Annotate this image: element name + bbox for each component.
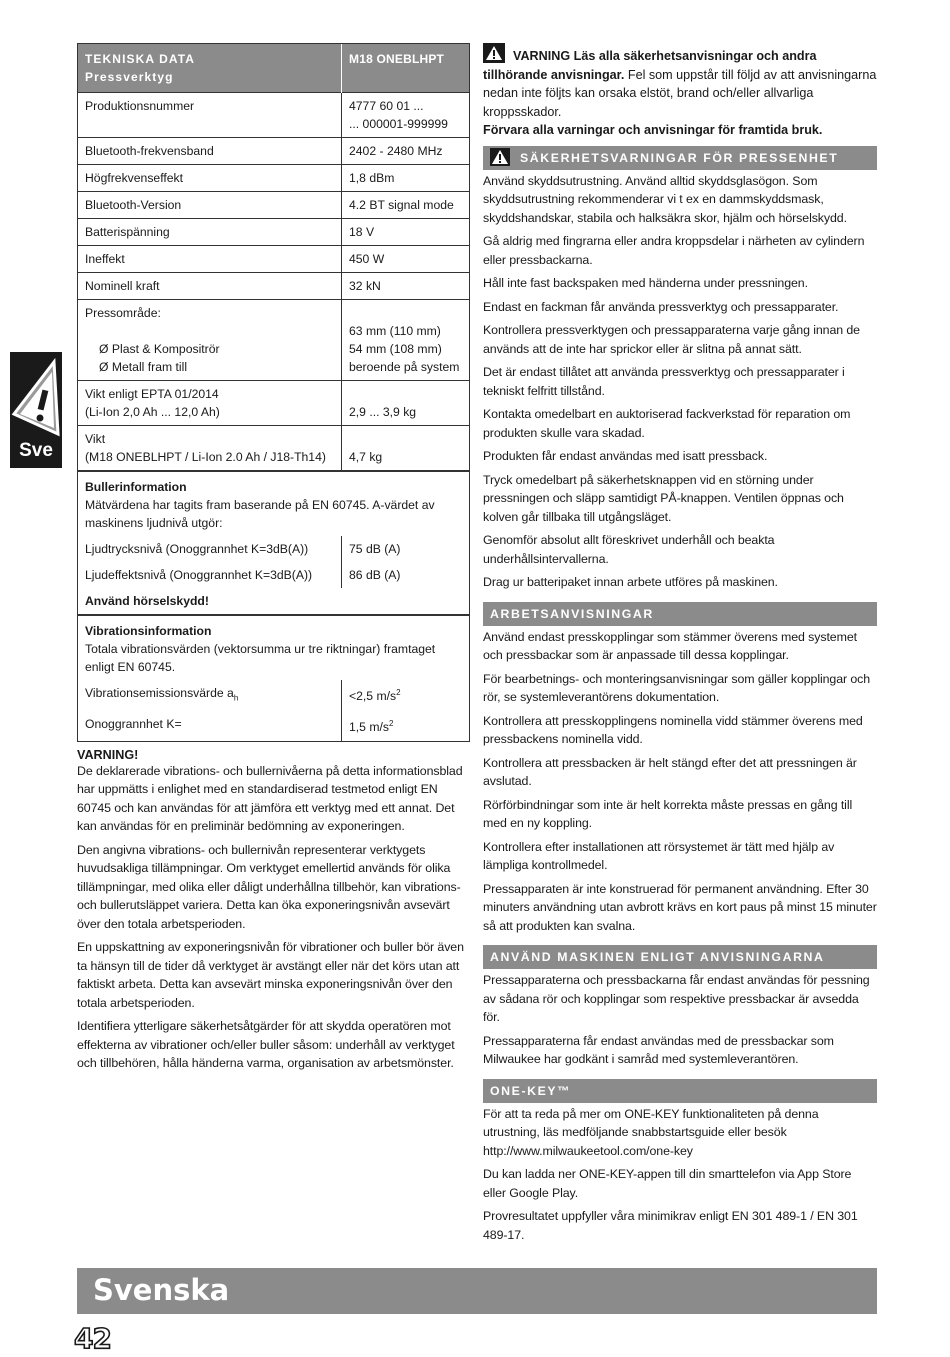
page-number: 42	[74, 1322, 111, 1355]
uncertainty-unit-sup: 2	[388, 719, 394, 729]
noise-text: Mätvärdena har tagits fram baserande på EN 60745. A-värdet av maskinens ljudnivå utgör:	[85, 498, 435, 530]
table-row	[78, 273, 470, 300]
weight-epta-value: 2,9 ... 3,9 kg	[349, 405, 417, 419]
table-header-title	[78, 44, 342, 93]
safety-paragraph: Gå aldrig med fingrarna eller andra kroppsdelar i närheten av cylindern eller pressbackarna.	[483, 234, 865, 267]
row-value: 86 dB (A)	[342, 562, 470, 588]
vibration-emission-unit-sup: 2	[396, 688, 401, 697]
row-label: Ineffekt	[78, 246, 342, 273]
section-heading-work: ARBETSANVISNINGAR	[483, 602, 877, 626]
use-paragraph: Pressapparaterna får endast användas med de pressbackar som Milwaukee har godkänt i samråd med systemleverantören.	[483, 1033, 834, 1066]
left-paragraph: De deklarerade vibrations- och bullernivåerna på detta informationsblad har uppmätts i enlighet med en standardiserad testmetod enligt EN 60745 och kan användas för att jämföra ett verktyg med ett annat. Det kan användas för en preliminär bedömning av exponeringen.	[77, 763, 463, 833]
vibration-title: Vibrationsinformation	[85, 624, 212, 638]
header-press-tool: Pressverktyg	[85, 70, 174, 84]
row-label: Bluetooth-Version	[78, 192, 342, 219]
use-paragraph: Pressapparaterna och pressbackarna får endast användas för pessning av sådana rör och kopplingar som respektive pressbackar är avsedda för.	[483, 973, 870, 1024]
right-column	[483, 43, 877, 1249]
row-label: Nominell kraft	[78, 273, 342, 300]
row-value: 4.2 BT signal mode	[342, 192, 470, 219]
technical-data-table	[77, 43, 470, 742]
safety-paragraph: Produkten får endast användas med isatt pressback.	[483, 449, 768, 463]
table-row	[78, 138, 470, 165]
table-row	[78, 93, 470, 138]
warning-triangle-icon	[483, 43, 505, 63]
section-heading-safety	[483, 146, 877, 170]
safety-paragraph: Kontrollera pressverktygen och pressapparaterna varje gång innan de används att de inte har sprickor eller är slitna på annat sätt.	[483, 323, 860, 356]
press-range-value: 54 mm (108 mm)	[349, 342, 442, 356]
safety-heading-text: SÄKERHETSVARNINGAR FÖR PRESSENHET	[520, 150, 839, 165]
row-value: 75 dB (A)	[342, 536, 470, 562]
table-row	[78, 680, 470, 711]
press-range-label: Pressområde:	[85, 306, 161, 320]
row-value: 1,8 dBm	[342, 165, 470, 192]
table-row	[78, 381, 470, 426]
left-paragraph: Identifiera ytterligare säkerhetsåtgärder för att skydda operatören mot effekterna av vibrationer och/eller buller såsom: underhåll av verktyget och tillbehören, hålla händerna varma, organisation av arbetsmönster.	[77, 1019, 455, 1070]
row-value: 32 kN	[342, 273, 470, 300]
table-row	[78, 165, 470, 192]
row-label	[78, 300, 342, 381]
row-value	[342, 381, 470, 426]
general-warning	[483, 43, 877, 121]
header-tech-data: TEKNISKA DATA	[85, 52, 196, 66]
row-label: Bluetooth-frekvensband	[78, 138, 342, 165]
vibration-emission-sub: h	[233, 693, 239, 703]
weight-epta-sublabel: (Li-Ion 2,0 Ah ... 12,0 Ah)	[85, 405, 220, 419]
work-paragraph: Rörförbindningar som inte är helt korrekta måste pressas en gång till med en ny koppling.	[483, 797, 853, 830]
left-warning-title: VARNING!	[77, 747, 139, 762]
uncertainty-value: 1,5 m/s	[349, 720, 389, 735]
safety-paragraph: Använd skyddsutrustning. Använd alltid skyddsglasögon. Som skyddsutrustning rekommenderar vi t ex en dammskyddsmask, skyddshandskar, stabila och halksäkra skor, hjälm och hörselskydd.	[483, 173, 847, 225]
row-label: Onoggrannhet K=	[85, 717, 182, 732]
left-paragraph: Den angivna vibrations- och bullernivån representerar verktygets huvudsakliga tillämpningar. Om verktyget emellertid används för olika tillämpningar, med olika eller dåligt underhållna tillbehör, kan vibrations- och bullerutsläppet variera. Detta kan öka exponeringsnivån avsevärt över den totala arbetsperioden.	[77, 842, 461, 931]
row-value	[342, 426, 470, 472]
press-range-value: beroende på system	[349, 360, 460, 374]
weight-label: Vikt	[85, 432, 106, 446]
row-label: Produktionsnummer	[78, 93, 342, 138]
vibration-info	[78, 615, 470, 680]
weight-value: 4,7 kg	[349, 450, 383, 464]
hearing-protection-row	[78, 588, 470, 615]
noise-info-row	[78, 471, 470, 536]
warning-bold-text: VARNING Läs alla säkerhetsanvisningar och andra tillhörande anvisningar.	[483, 49, 817, 82]
row-label	[78, 680, 342, 711]
keep-instructions: Förvara alla varningar och anvisningar för framtida bruk.	[483, 123, 823, 137]
onekey-paragraph: Provresultatet uppfyller våra minimikrav enligt EN 301 489-1 / EN 301 489-17.	[483, 1209, 858, 1242]
safety-paragraph: Endast en fackman får använda pressverktyg och pressapparater.	[483, 299, 839, 314]
left-column	[77, 43, 470, 1078]
row-value-line: ... 000001-999999	[349, 117, 448, 131]
row-value	[342, 680, 470, 711]
row-label: Ljudtrycksnivå (Onoggrannhet K=3dB(A))	[85, 542, 309, 556]
table-row	[78, 562, 470, 588]
table-row	[78, 219, 470, 246]
table-row	[78, 426, 470, 472]
vibration-text: Totala vibrationsvärden (vektorsumma ur tre riktningar) framtaget enligt EN 60745.	[85, 642, 436, 674]
onekey-paragraph: För att ta reda på mer om ONE-KEY funktionaliteten på denna utrustning, läs medföljande snabbstartsguide eller besök http://www.milwaukeetool.com/one-key	[483, 1106, 819, 1158]
row-label	[78, 426, 342, 472]
work-paragraph: Använd endast presskopplingar som stämmer överens med systemet och pressbackar som är anpassade till dessa kopplingar.	[483, 629, 857, 662]
footer-language-title: Svenska	[93, 1273, 230, 1307]
hearing-protection-note: Använd hörselskydd!	[85, 594, 209, 608]
weight-epta-label: Vikt enligt EPTA 01/2014	[85, 387, 219, 401]
vibration-emission-label: Vibrationsemissionsvärde a	[85, 686, 234, 700]
warning-triangle-icon	[490, 148, 510, 166]
safety-paragraph: Håll inte fast backspaken med händerna under pressningen.	[483, 276, 808, 290]
noise-title: Bullerinformation	[85, 480, 187, 494]
warning-text: Fel som uppstår till följd av att anvisningarna nedan inte följts kan orsaka elstöt, brand och/eller allvarliga kroppsskador.	[483, 67, 877, 119]
row-value: 2402 - 2480 MHz	[342, 138, 470, 165]
section-heading-use: ANVÄND MASKINEN ENLIGT ANVISNINGARNA	[483, 945, 877, 969]
work-paragraph: För bearbetnings- och monteringsanvisningar som gäller kopplingar och rör, se systemleverantörens dokumentation.	[483, 671, 871, 704]
safety-paragraph: Genomför absolut allt föreskrivet underhåll och beakta underhållsintervallerna.	[483, 533, 775, 566]
work-paragraph: Pressapparaten är inte konstruerad för permanent användning. Efter 30 minuters användning utan avbrott krävs en kort paus på minst 15 minuter så att produkten kan svalna.	[483, 881, 877, 933]
footer-language-bar	[77, 1268, 877, 1314]
row-value: 450 W	[342, 246, 470, 273]
row-value: 18 V	[342, 219, 470, 246]
safety-paragraph: Det är endast tillåtet att använda pressverktyg och pressapparater i tekniskt felfritt tillstånd.	[483, 365, 845, 398]
language-tab-label: Sve	[19, 440, 53, 461]
vibration-emission-value: <2,5 m/s	[349, 689, 397, 704]
row-value	[342, 711, 470, 741]
work-paragraph: Kontrollera efter installationen att rörsystemet är tätt med hjälp av lämpliga kontrollmedel.	[483, 839, 835, 872]
row-value	[342, 300, 470, 381]
safety-paragraph: Drag ur batteripaket innan arbete utföres på maskinen.	[483, 575, 778, 589]
work-list	[483, 628, 877, 936]
safety-paragraph: Tryck omedelbart på säkerhetsknappen vid en störning under pressningen och släpp samtidigt PÅ-knappen. Ventilen öppnas och kolven går tillbaka till utgångsläget.	[483, 472, 844, 524]
row-label: Högfrekvenseffekt	[78, 165, 342, 192]
safety-paragraph: Kontakta omedelbart en auktoriserad fackverkstad för reparation om produkten skulle vara skadad.	[483, 407, 851, 440]
press-range-item: Ø Plast & Kompositrör	[99, 342, 220, 356]
work-paragraph: Kontrollera att presskopplingens nominella vidd stämmer överens med pressbackens nominella vidd.	[483, 713, 863, 746]
noise-info	[78, 471, 470, 536]
use-list	[483, 971, 877, 1069]
header-model: M18 ONEBLHPT	[342, 44, 470, 93]
row-value	[342, 93, 470, 138]
row-value-line: 4777 60 01 ...	[349, 99, 424, 113]
row-label: Ljudeffektsnivå (Onoggrannhet K=3dB(A))	[85, 568, 313, 582]
onekey-paragraph: Du kan ladda ner ONE-KEY-appen till din smarttelefon via App Store eller Google Play.	[483, 1167, 852, 1200]
row-label	[78, 381, 342, 426]
language-side-tab	[10, 352, 62, 468]
press-range-item: Ø Metall fram till	[99, 360, 188, 374]
table-row	[78, 192, 470, 219]
section-heading-onekey: ONE-KEY™	[483, 1079, 877, 1103]
work-paragraph: Kontrollera att pressbacken är helt stängd efter det att pressningen är avslutad.	[483, 755, 857, 788]
table-header-row	[78, 44, 470, 93]
table-row-press-range	[78, 300, 470, 381]
safety-list	[483, 172, 877, 592]
table-row	[78, 536, 470, 562]
left-paragraph: En uppskattning av exponeringsnivån för vibrationer och buller bör även ta hänsyn till de tider då verktyget är avstängt eller när det körs utan att faktiskt arbeta. Detta kan avsevärt minska exponeringsnivån över den totala arbetsperioden.	[77, 940, 464, 1010]
table-row	[78, 246, 470, 273]
row-label: Batterispänning	[78, 219, 342, 246]
weight-sublabel: (M18 ONEBLHPT / Li-Ion 2.0 Ah / J18-Th14)	[85, 450, 326, 464]
vibration-info-row	[78, 615, 470, 680]
warning-triangle-icon	[10, 356, 62, 446]
press-range-value: 63 mm (110 mm)	[349, 324, 441, 338]
onekey-list	[483, 1105, 877, 1245]
table-row	[78, 711, 470, 741]
